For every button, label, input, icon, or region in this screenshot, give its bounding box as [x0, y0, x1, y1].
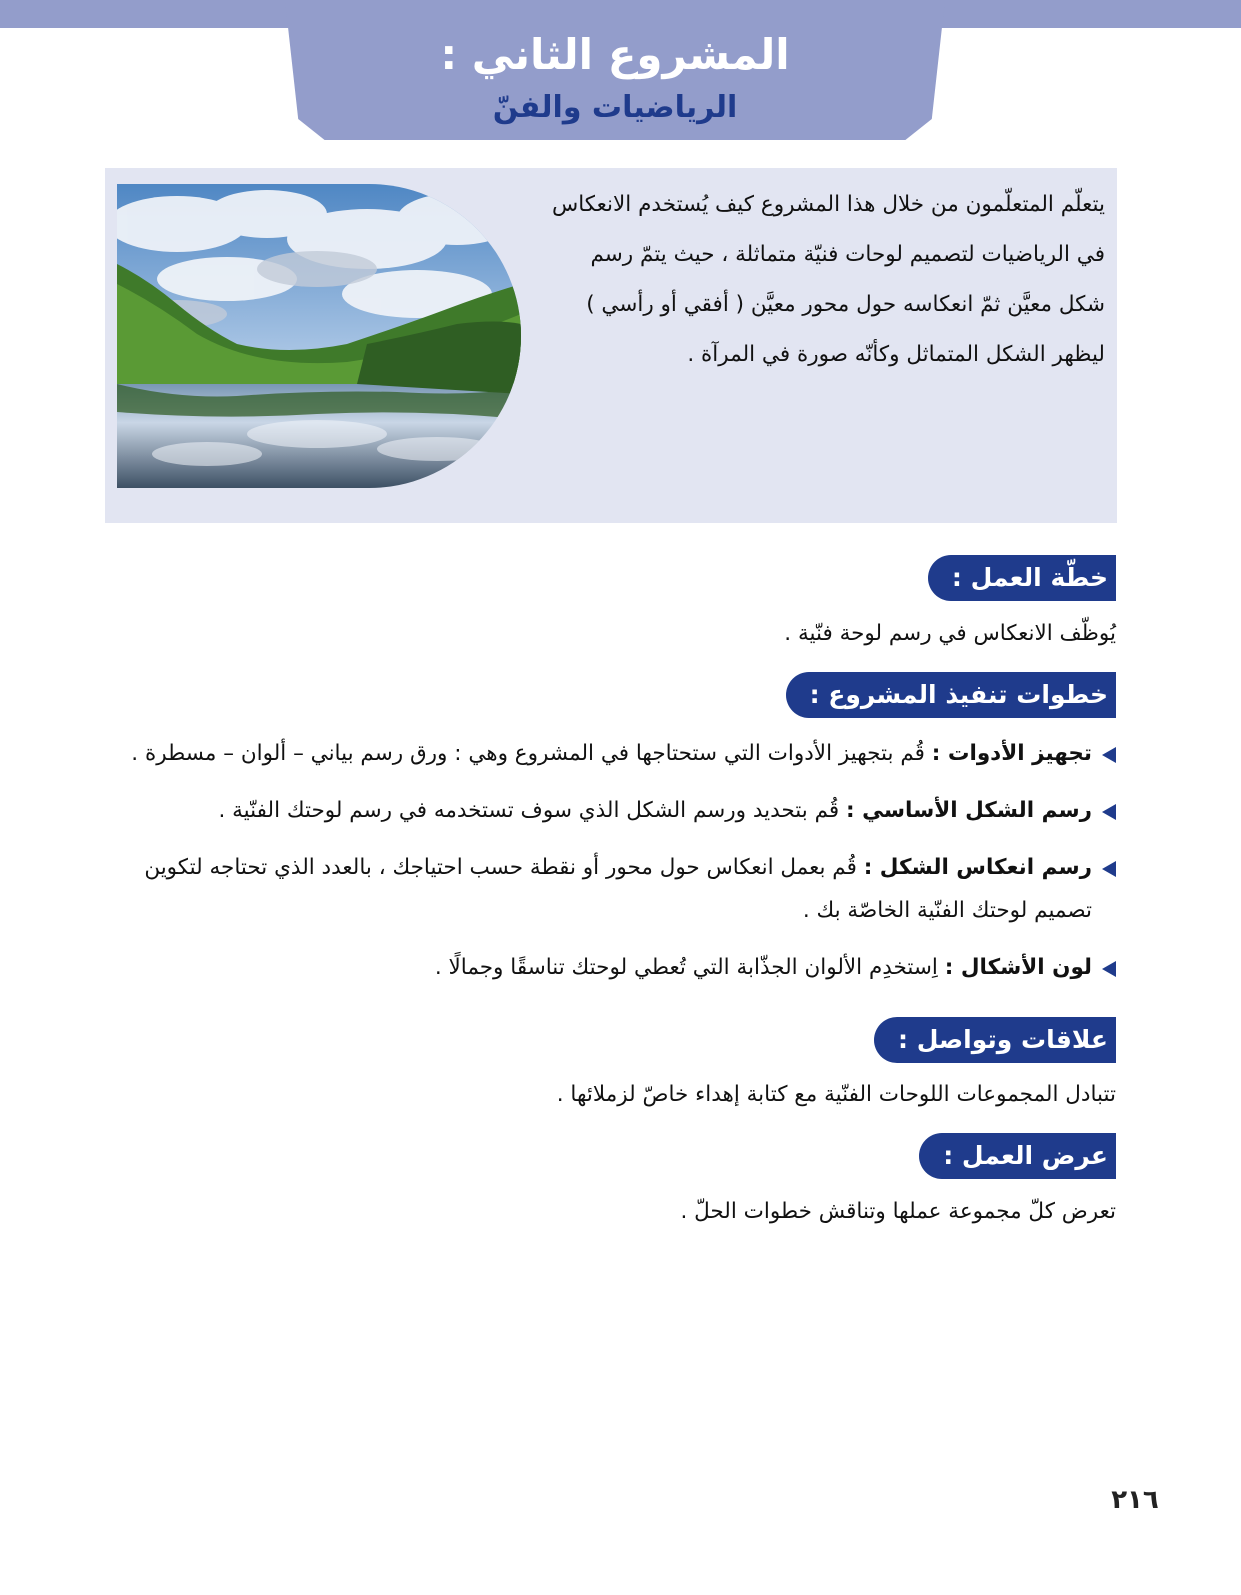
list-item — [110, 846, 1116, 932]
page-title: المشروع الثاني : — [440, 30, 790, 79]
step-label: لون الأشكال : — [944, 955, 1092, 980]
step-text: قُم بعمل انعكاس حول محور أو نقطة حسب احتياجك ، بالعدد الذي تحتاجه لتكوين تصميم لوحتك الفنّية الخاصّة بك . — [144, 855, 1092, 923]
list-item — [110, 789, 1116, 832]
triangle-bullet-icon — [1102, 961, 1116, 977]
triangle-bullet-icon — [1102, 861, 1116, 877]
triangle-bullet-icon — [1102, 747, 1116, 763]
list-item — [110, 946, 1116, 989]
step-label: رسم انعكاس الشكل : — [863, 855, 1092, 880]
work-plan-text: يُوظّف الانعكاس في رسم لوحة فنّية . — [784, 621, 1116, 646]
heading-relations: علاقات وتواصل : — [874, 1017, 1116, 1063]
presentation-text: تعرض كلّ مجموعة عملها وتناقش خطوات الحلّ . — [680, 1199, 1116, 1224]
triangle-bullet-icon — [1102, 804, 1116, 820]
step-text: قُم بتجهيز الأدوات التي ستحتاجها في المشروع وهي : ورق رسم بياني – ألوان – مسطرة . — [131, 741, 925, 766]
relations-text: تتبادل المجموعات اللوحات الفنّية مع كتابة إهداء خاصّ لزملائها . — [556, 1082, 1116, 1107]
heading-project-steps: خطوات تنفيذ المشروع : — [786, 672, 1116, 718]
intro-paragraph: يتعلّم المتعلّمون من خلال هذا المشروع كيف يُستخدم الانعكاس في الرياضيات لتصميم لوحات فنيّة متماثلة ، حيث يتمّ رسم شكل معيَّن ثمّ انعكاسه حول محور معيَّن ( أفقي أو رأسي ) ليظهر الشكل المتماثل وكأنّه صورة في المرآة . — [552, 192, 1105, 367]
heading-work-plan: خطّة العمل : — [928, 555, 1116, 601]
step-text: قُم بتحديد ورسم الشكل الذي سوف تستخدمه في رسم لوحتك الفنّية . — [218, 798, 840, 823]
project-steps-list — [110, 732, 1116, 1003]
step-label: رسم الشكل الأساسي : — [846, 798, 1092, 823]
page-number: ٢١٦ — [1111, 1485, 1159, 1515]
river-reflection-image — [117, 184, 521, 488]
list-item — [110, 732, 1116, 775]
heading-presentation: عرض العمل : — [919, 1133, 1116, 1179]
step-label: تجهيز الأدوات : — [931, 741, 1092, 766]
step-text: اِستخدِم الألوان الجذّابة التي تُعطي لوحتك تناسقًا وجمالًا . — [434, 955, 938, 980]
page-subtitle: الرياضيات والفنّ — [492, 90, 738, 125]
